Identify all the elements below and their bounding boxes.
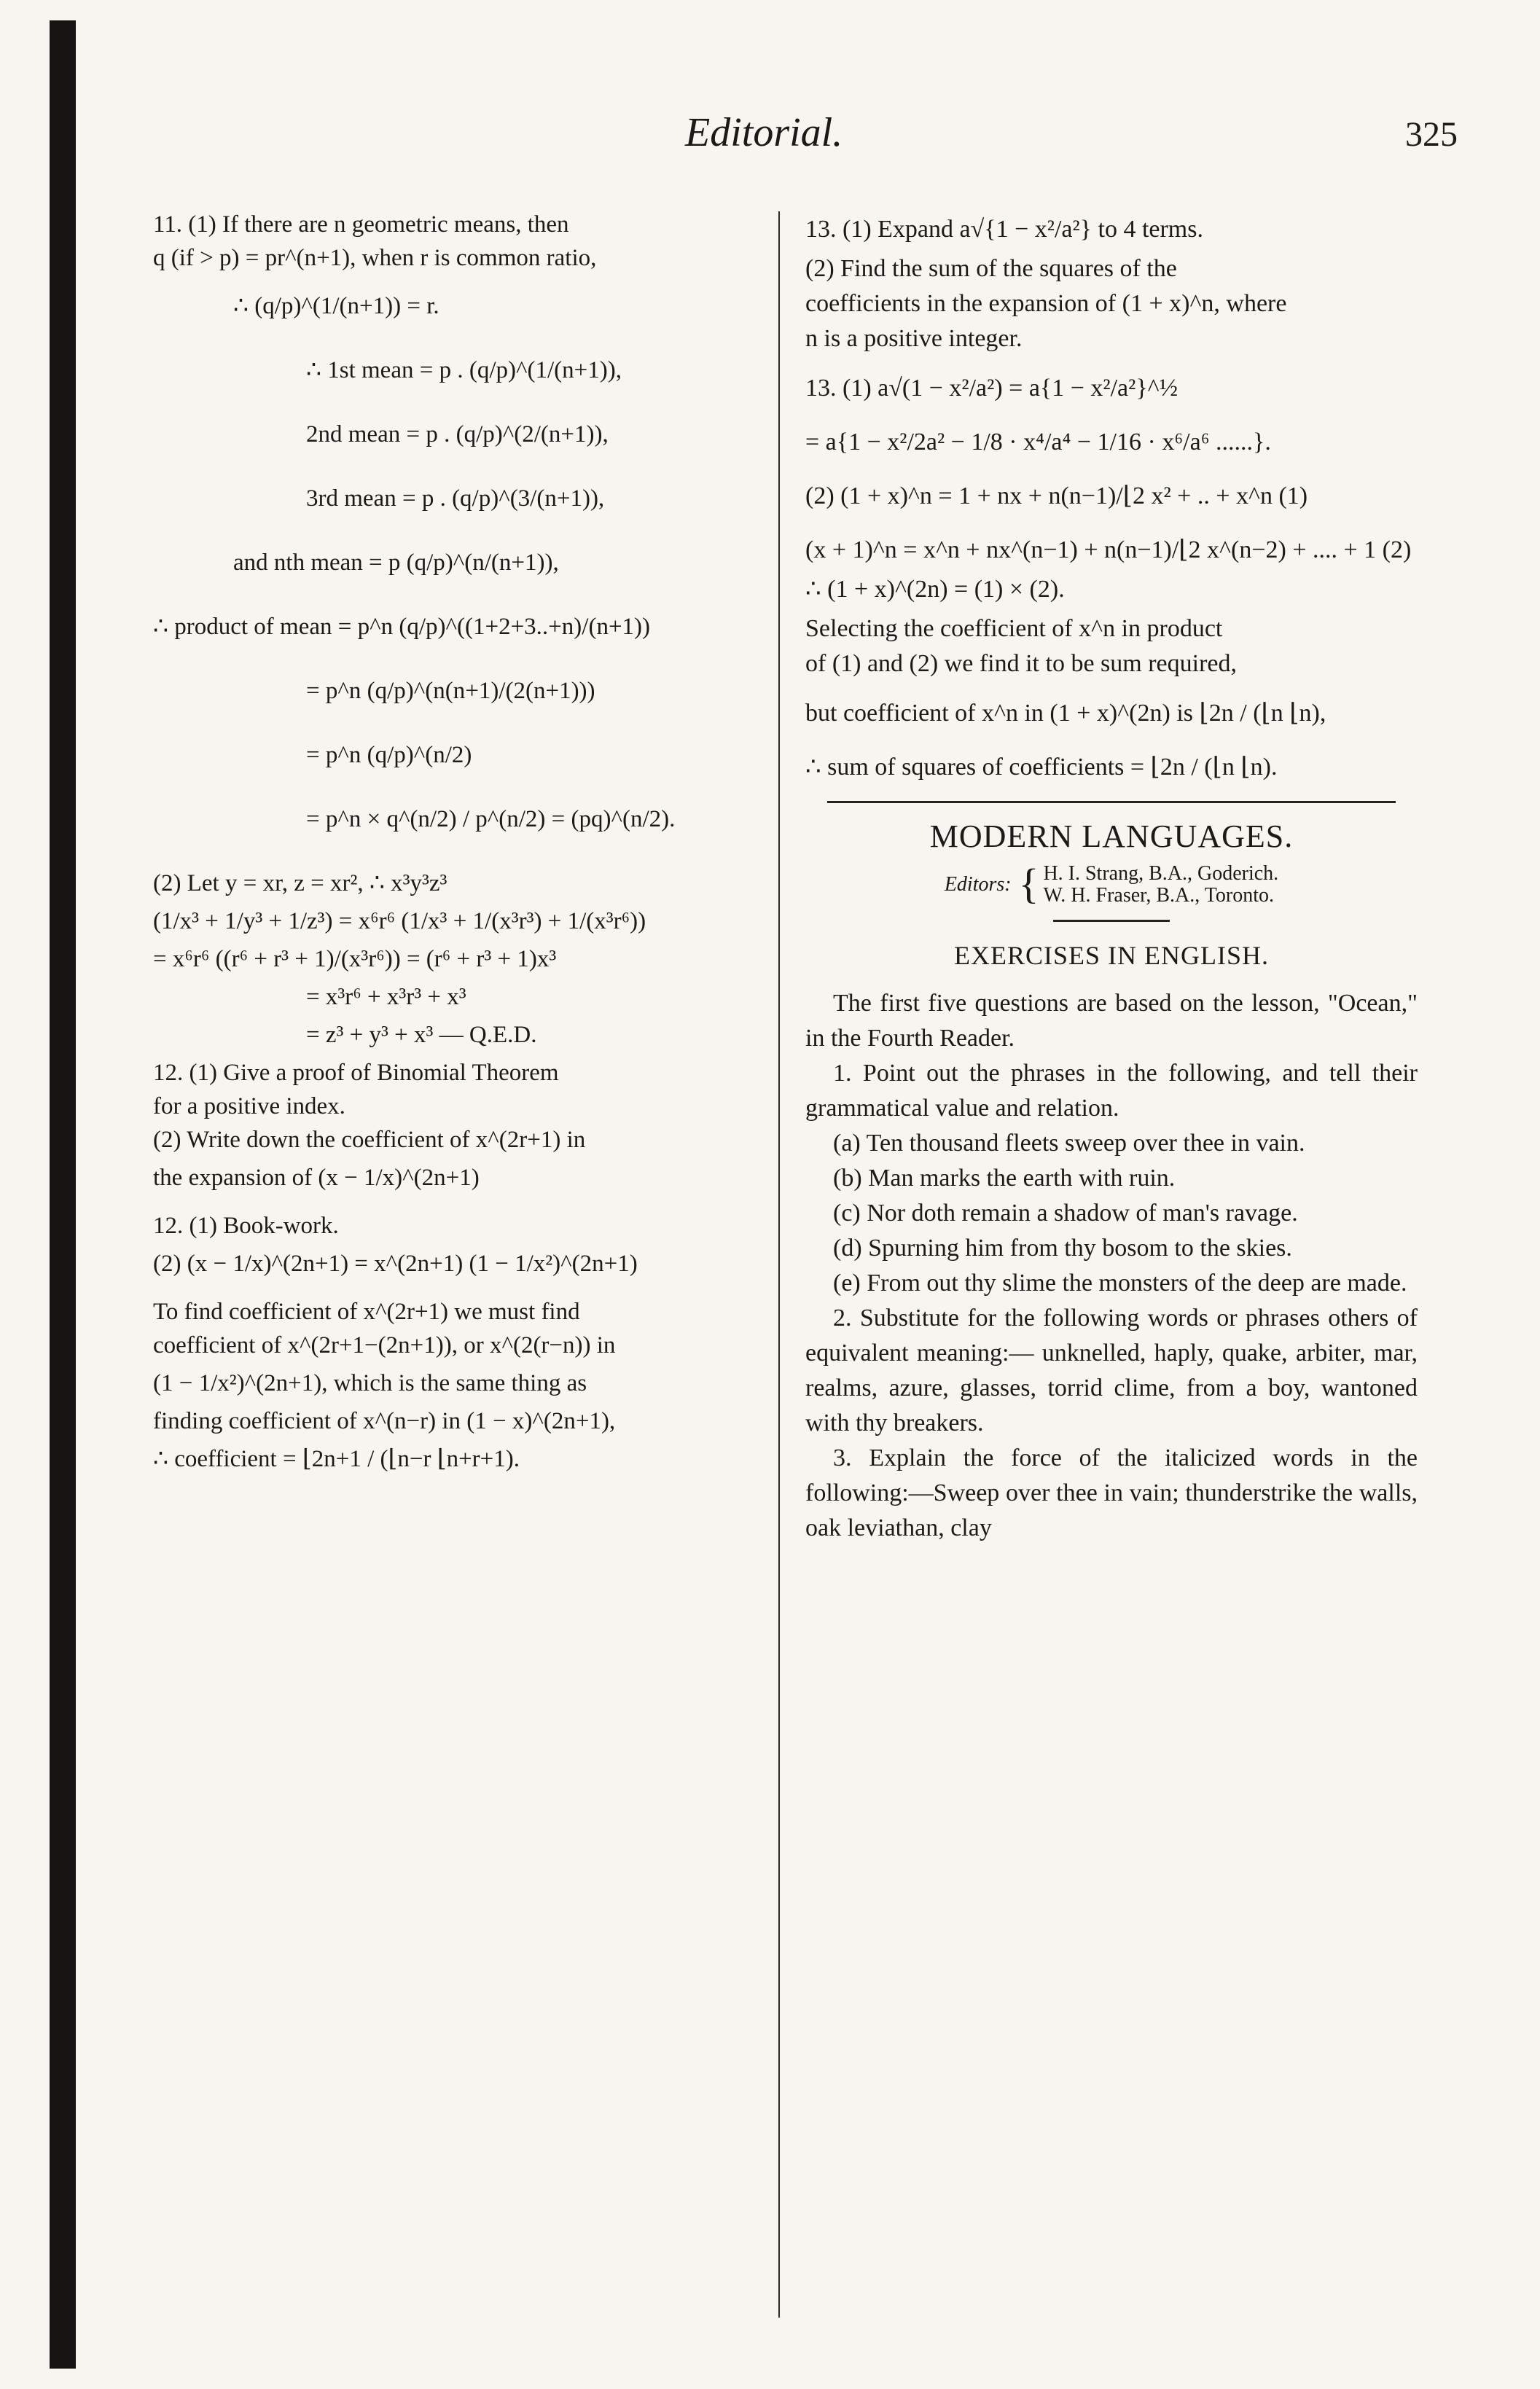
math-line: and nth mean = p (q/p)^(n/(n+1)), [233, 550, 559, 576]
brace-glyph: { [1018, 860, 1039, 907]
text-line: Selecting the coefficient of x^n in product [805, 615, 1223, 642]
editors-label: Editors: [944, 873, 1012, 896]
math-line: ∴ coefficient = ⌊2n+1 / (⌊n−r ⌊n+r+1). [153, 1446, 520, 1472]
math-line: (1/x³ + 1/y³ + 1/z³) = x⁶r⁶ (1/x³ + 1/(x³r³) + 1/(x³r⁶)) [153, 908, 646, 934]
paragraph: The first five questions are based on the lesson, "Ocean," in the Fourth Reader. [805, 990, 1418, 1052]
math-line: = z³ + y³ + x³ — Q.E.D. [306, 1022, 537, 1048]
text-line: n is a positive integer. [805, 325, 1023, 352]
math-line: 2nd mean = p . (q/p)^(2/(n+1)), [306, 421, 609, 447]
math-line: = x³r⁶ + x³r³ + x³ [306, 984, 466, 1010]
math-line: 13. (1) Expand a√{1 − x²/a²} to 4 terms. [805, 216, 1203, 243]
text-line: To find coefficient of x^(2r+1) we must find [153, 1299, 580, 1325]
math-line: = x⁶r⁶ ((r⁶ + r³ + 1)/(x³r⁶)) = (r⁶ + r³ + 1)x³ [153, 946, 557, 972]
math-line: 13. (1) a√(1 − x²/a²) = a{1 − x²/a²}^½ [805, 375, 1179, 402]
paragraph: (d) Spurning him from thy bosom to the skies. [833, 1235, 1292, 1262]
page-binding-edge [50, 20, 76, 2369]
paragraph: (c) Nor doth remain a shadow of man's ravage. [833, 1200, 1298, 1227]
right-column [805, 208, 1418, 2343]
math-line: (2) (x − 1/x)^(2n+1) = x^(2n+1) (1 − 1/x²)^(2n+1) [153, 1251, 638, 1277]
math-line: = p^n × q^(n/2) / p^(n/2) = (pq)^(n/2). [306, 806, 676, 832]
text-line: 11. (1) If there are n geometric means, then [153, 211, 569, 238]
math-line: the expansion of (x − 1/x)^(2n+1) [153, 1165, 480, 1191]
page-number: 325 [1405, 115, 1458, 154]
text-line: coefficient of x^(2r+1−(2n+1)), or x^(2(r−n)) in [153, 1332, 616, 1358]
paragraph: 1. Point out the phrases in the following, and tell their grammatical value and relation. [805, 1060, 1418, 1122]
section-divider [827, 801, 1396, 803]
paragraph: (b) Man marks the earth with ruin. [833, 1165, 1176, 1192]
math-line: ∴ 1st mean = p . (q/p)^(1/(n+1)), [306, 357, 622, 383]
math-line: (1 − 1/x²)^(2n+1), which is the same thing as [153, 1370, 587, 1396]
math-line: = p^n (q/p)^(n/2) [306, 742, 472, 768]
math-line: but coefficient of x^n in (1 + x)^(2n) is ⌊2n / (⌊n ⌊n), [805, 700, 1326, 727]
math-line: = p^n (q/p)^(n(n+1)/(2(n+1))) [306, 678, 595, 704]
paragraph: (a) Ten thousand fleets sweep over thee in vain. [833, 1130, 1305, 1157]
short-divider [1053, 920, 1170, 922]
paragraph: (e) From out thy slime the monsters of the deep are made. [833, 1270, 1407, 1297]
text-line: (2) Find the sum of the squares of the [805, 255, 1177, 282]
editors-list [1043, 863, 1278, 907]
text-line: coefficients in the expansion of (1 + x)^n, where [805, 290, 1287, 317]
text-line: q (if > p) = pr^(n+1), when r is common ratio, [153, 245, 597, 271]
text-line: 12. (1) Book-work. [153, 1213, 339, 1239]
math-line: 3rd mean = p . (q/p)^(3/(n+1)), [306, 485, 605, 512]
math-line: (2) Let y = xr, z = xr², ∴ x³y³z³ [153, 870, 447, 896]
section-title: MODERN LANGUAGES. [929, 818, 1294, 854]
paragraph: 3. Explain the force of the italicized words in the following:—Sweep over thee in vain; thunderstrike the walls, oak leviathan, clay [805, 1444, 1418, 1541]
paragraph: 2. Substitute for the following words or phrases others of equivalent meaning:— unknelled, haply, quake, arbiter, mar, realms, azure, glasses, torrid clime, from a boy, wantoned with thy breakers. [805, 1305, 1418, 1436]
text-line: for a positive index. [153, 1093, 345, 1119]
math-line: ∴ product of mean = p^n (q/p)^((1+2+3..+n)/(n+1)) [153, 614, 651, 640]
math-line: ∴ (q/p)^(1/(n+1)) = r. [233, 293, 439, 319]
editor-name: H. I. Strang, B.A., Goderich. [1043, 862, 1279, 885]
column-divider [778, 211, 780, 2318]
subsection-title: EXERCISES IN ENGLISH. [954, 941, 1269, 970]
page-header [685, 109, 1458, 168]
math-line: (2) (1 + x)^n = 1 + nx + n(n−1)/⌊2 x² + .. + x^n (1) [805, 482, 1308, 509]
math-line: (x + 1)^n = x^n + nx^(n−1) + n(n−1)/⌊2 x^(n−2) + .... + 1 (2) [805, 536, 1412, 563]
text-line: (2) Write down the coefficient of x^(2r+1) in [153, 1127, 586, 1153]
text-line: of (1) and (2) we find it to be sum required, [805, 650, 1237, 677]
math-line: = a{1 − x²/2a² − 1/8 · x⁴/a⁴ − 1/16 · x⁶/a⁶ ......}. [805, 429, 1271, 455]
running-title: Editorial. [685, 110, 843, 155]
left-column [153, 208, 758, 2343]
editors-block [805, 860, 1418, 907]
editor-name: W. H. Fraser, B.A., Toronto. [1043, 884, 1275, 907]
text-line: finding coefficient of x^(n−r) in (1 − x)^(2n+1), [153, 1408, 616, 1434]
math-line: ∴ sum of squares of coefficients = ⌊2n / (⌊n ⌊n). [805, 754, 1278, 781]
text-line: 12. (1) Give a proof of Binomial Theorem [153, 1060, 559, 1086]
math-line: ∴ (1 + x)^(2n) = (1) × (2). [805, 576, 1065, 603]
